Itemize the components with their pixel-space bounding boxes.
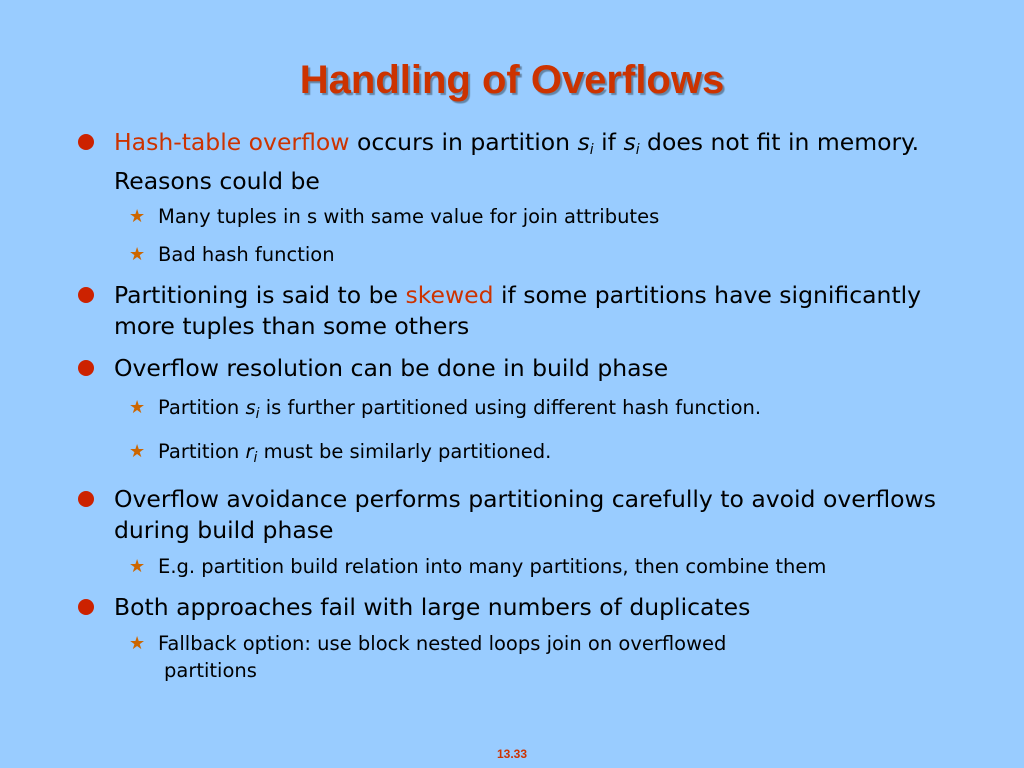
text: if some partitions have significantly more tuples than some others [114,281,922,340]
sub-bullet-text-continued: partitions [164,659,257,682]
star-icon: ★ [129,441,146,462]
text: Both approaches fail with large numbers of duplicates [114,593,751,621]
red-circle-bullet-icon [78,287,94,303]
text: occurs in partition [349,128,578,156]
star-icon: ★ [129,397,146,418]
bullet-overflow-resolution [76,353,976,384]
page-number: 13.33 [496,747,528,761]
red-circle-bullet-icon [78,134,94,150]
text: if [593,128,624,156]
sub-bullet [76,203,976,230]
red-circle-bullet-icon [78,599,94,615]
subscript-i: i [589,142,594,158]
star-icon: ★ [129,206,146,227]
sub-bullet [76,630,976,684]
sub-bullet [76,394,976,428]
text: does not fit in memory. Reasons could be [114,128,920,195]
sub-bullet [76,241,976,268]
term-skewed: skewed [405,281,494,309]
var-s: s [577,128,590,156]
text: Partitioning is said to be [114,281,406,309]
bullet-hash-table-overflow [76,127,976,197]
subscript-i: i [253,450,258,466]
bullet-overflow-avoidance [76,484,976,546]
slide-content [76,127,976,684]
red-circle-bullet-icon [78,491,94,507]
subscript-i: i [255,406,260,422]
bullet-skewed [76,280,976,342]
red-circle-bullet-icon [78,360,94,376]
var-s: s [623,128,636,156]
text: is further partitioned using different hash function. [259,396,762,419]
text: Partition [158,440,246,463]
var-s: s [245,396,256,419]
bullet-both-approaches [76,592,976,623]
subscript-i: i [635,142,640,158]
sub-bullet-text: Many tuples in s with same value for join attributes [158,205,660,228]
star-icon: ★ [129,633,146,654]
star-icon: ★ [129,556,146,577]
text: Overflow resolution can be done in build phase [114,354,669,382]
star-icon: ★ [129,244,146,265]
term-hash-table-overflow: Hash-table overflow [114,128,350,156]
slide-title: Handling of Overflows [299,58,725,102]
sub-bullet-text: Fallback option: use block nested loops join on overflowed [158,632,727,655]
sub-bullet [76,553,976,580]
sub-bullet [76,438,976,472]
sub-bullet-text: E.g. partition build relation into many partitions, then combine them [158,555,827,578]
text: must be similarly partitioned. [257,440,552,463]
text: Overflow avoidance performs partitioning carefully to avoid overflows during build phase [114,485,936,544]
text: Partition [158,396,246,419]
var-r: r [245,440,254,463]
sub-bullet-text: Bad hash function [158,243,335,266]
